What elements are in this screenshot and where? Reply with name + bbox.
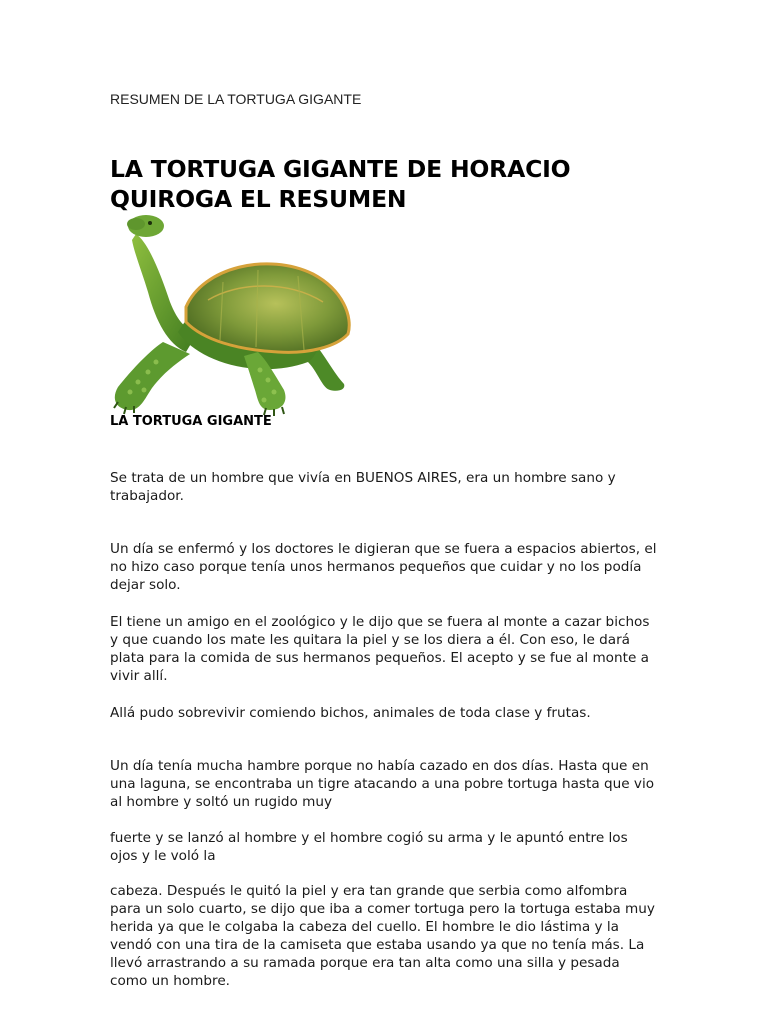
paragraph: El tiene un amigo en el zoológico y le dijo que se fuera al monte a cazar bichos y que cuando los mate les quitara la piel y se los diera a él. Con eso, le dará plata para la comida de sus hermanos pequeños. El acepto y se fue al monte a vivir allí. [110, 614, 650, 684]
paragraph: cabeza. Después le quitó la piel y era tan grande que serbia como alfombra para un solo cuarto, se dijo que iba a comer tortuga pero la tortuga estaba muy herida ya que le colgaba la cabeza del cuello. El hombre le dio lástima y la vendó con una tira de la camiseta que estaba usando ya que no tenía más. La llevó arrastrando a su ramada porque era tan alta como una silla y pesada como un hombre. [110, 883, 655, 989]
giant-tortoise-illustration [108, 212, 358, 417]
document-title: LA TORTUGA GIGANTE DE HORACIO QUIROGA EL RESUMEN [110, 155, 571, 213]
paragraph: Se trata de un hombre que vivía en BUENOS AIRES, era un hombre sano y trabajador. [110, 470, 616, 504]
paragraph: Allá pudo sobrevivir comiendo bichos, animales de toda clase y frutas. [110, 705, 591, 721]
paragraph: Un día tenía mucha hambre porque no había cazado en dos días. Hasta que en una laguna, se encontraba un tigre atacando a una pobre tortuga hasta que vio al hombre y soltó un rugido muy [110, 758, 655, 810]
document-header: RESUMEN DE LA TORTUGA GIGANTE [110, 91, 362, 107]
paragraph: fuerte y se lanzó al hombre y el hombre cogió su arma y le apuntó entre los ojos y le voló la [110, 830, 628, 864]
paragraph: Un día se enfermó y los doctores le digieran que se fuera a espacios abiertos, el no hizo caso porque tenía unos hermanos pequeños que cuidar y no los podía dejar solo. [110, 541, 657, 593]
section-heading: LA TORTUGA GIGANTE [110, 414, 272, 429]
